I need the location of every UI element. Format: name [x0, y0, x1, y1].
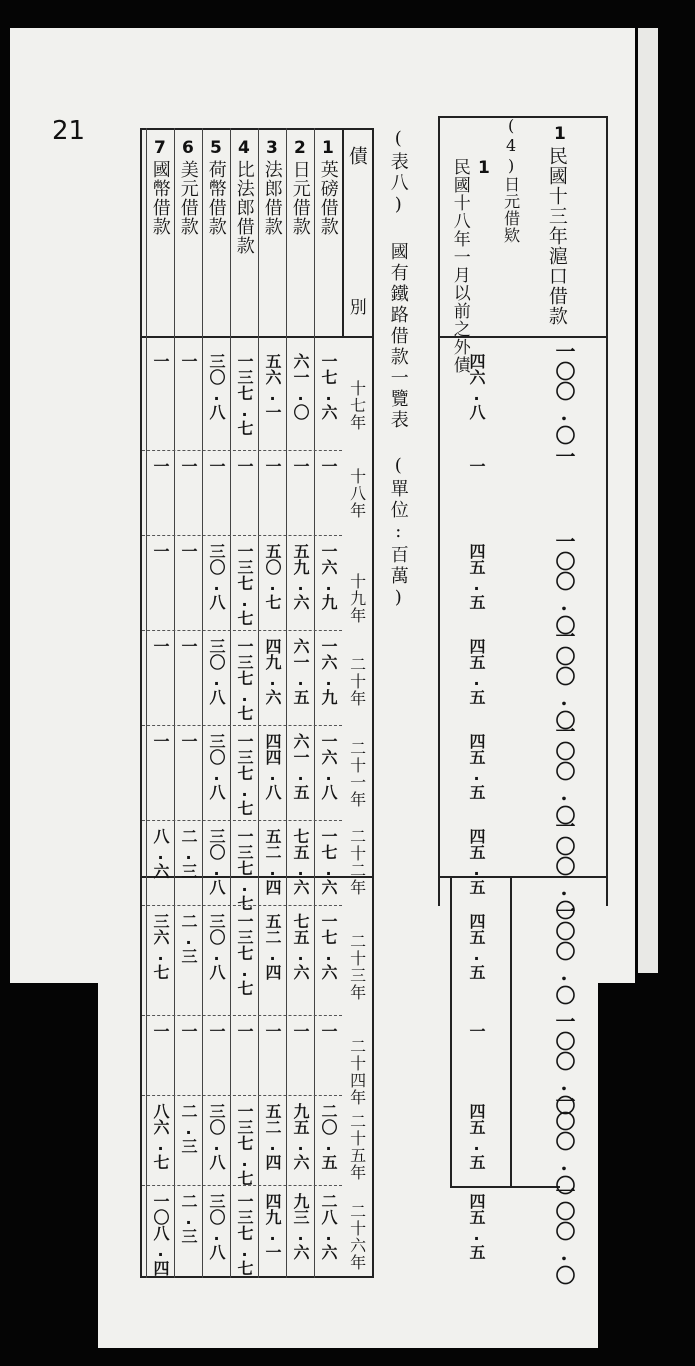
- upper-row1-cell: 一〇〇.〇: [552, 721, 576, 825]
- table-header-rule: [140, 336, 374, 338]
- table-cell: 一〇八.四: [151, 1193, 170, 1276]
- table-cell: 三〇.八: [207, 353, 226, 420]
- table-cell: 一六.九: [319, 638, 338, 705]
- table-cell: 一: [319, 458, 338, 474]
- upper-row2-cell: 四五.五: [467, 543, 486, 610]
- table-cell: 一: [263, 1023, 282, 1039]
- table-cell: 八.六: [151, 828, 170, 879]
- row-label: 荷幣借款: [205, 160, 227, 236]
- table-cell: 五六.一: [263, 353, 282, 420]
- table-cell: 四九.一: [263, 1193, 282, 1260]
- table-cell: 六一.五: [291, 638, 310, 705]
- header-label: 債: [345, 146, 368, 166]
- row-divider: [230, 128, 231, 1278]
- year-divider: [142, 905, 342, 906]
- table-cell: 七五.六: [291, 828, 310, 895]
- row-index: 7: [154, 138, 166, 158]
- table-cell: 九三.六: [291, 1193, 310, 1260]
- year-header: 二十年: [347, 656, 367, 707]
- upper-row1-label: 民國十三年滬口借款: [545, 146, 568, 326]
- row-divider: [146, 128, 147, 1278]
- table-cell: 二.三: [179, 913, 198, 964]
- table-cell: 一: [235, 458, 254, 474]
- table-cell: 五九.六: [291, 543, 310, 610]
- table-cell: 三〇.八: [207, 733, 226, 800]
- table-cell: 二〇.五: [319, 1103, 338, 1170]
- upper-table-border-left-lower: [450, 878, 452, 1188]
- row-divider: [202, 128, 203, 1278]
- upper-table-border-right: [606, 116, 608, 906]
- row-label: 日元借款: [289, 160, 311, 236]
- table-border-top: [140, 128, 374, 130]
- upper-row2-cell: 四五.五: [467, 638, 486, 705]
- year-header: 十九年: [347, 573, 367, 624]
- table-border-right: [372, 128, 374, 1278]
- year-divider: [142, 630, 342, 631]
- row-label: 英磅借款: [317, 160, 339, 236]
- table-cell: 一: [235, 1023, 254, 1039]
- table-border-left: [140, 128, 142, 1278]
- year-header: 二十二年: [347, 828, 367, 896]
- upper-row1-cell: 一: [552, 446, 576, 466]
- upper-table-border-top: [438, 116, 608, 118]
- upper-row1-cell: 一〇〇.〇: [552, 1011, 576, 1115]
- row-label: 國幣借款: [149, 160, 171, 236]
- upper-table-divider-lower: [510, 878, 512, 1188]
- table-cell: 一: [319, 1023, 338, 1039]
- upper-row2-cell: 一: [467, 458, 486, 474]
- year-divider: [142, 1095, 342, 1096]
- table-cell: 一三七.七: [235, 543, 254, 626]
- table-title: (表八) 國有鐵路借款一覽表 (單位:百萬): [387, 128, 409, 611]
- table-cell: 一: [263, 458, 282, 474]
- table-cell: 五〇.七: [263, 543, 282, 610]
- upper-row1-cell: 一〇〇.〇: [552, 531, 576, 635]
- table-cell: 八六.七: [151, 1103, 170, 1170]
- year-divider: [142, 1015, 342, 1016]
- row-index: 4: [238, 138, 250, 158]
- row-index: 6: [182, 138, 194, 158]
- table-cell: 一三七.七: [235, 913, 254, 996]
- table-cell: 五二.四: [263, 1103, 282, 1170]
- table-cell: 一六.九: [319, 543, 338, 610]
- table-cell: 一三七.七: [235, 353, 254, 436]
- table-cell: 三〇.八: [207, 638, 226, 705]
- table-cell: 六一.〇: [291, 353, 310, 420]
- row-divider: [314, 128, 315, 1278]
- table-cell: 一: [151, 353, 170, 369]
- table-cell: 一: [151, 543, 170, 559]
- table-cell: 三〇.八: [207, 1193, 226, 1260]
- upper-table-fold-rule: [438, 876, 608, 878]
- table-cell: 一: [179, 1023, 198, 1039]
- row-index: 2: [294, 138, 306, 158]
- upper-row2-cell: 四五.五: [467, 828, 486, 895]
- upper-row1-cell: 一〇〇.〇: [552, 1091, 576, 1195]
- year-header: 十七年: [347, 380, 367, 431]
- year-divider: [142, 820, 342, 821]
- upper-row1-cell: 一〇〇.〇: [552, 1181, 576, 1285]
- table-cell: 一: [207, 1023, 226, 1039]
- table-cell: 一: [179, 638, 198, 654]
- upper-table-border-left: [438, 116, 440, 906]
- table-cell: 一三七.七: [235, 1193, 254, 1276]
- table-cell: 一三七.七: [235, 828, 254, 911]
- year-divider: [142, 535, 342, 536]
- table-cell: 三〇.八: [207, 1103, 226, 1170]
- table-cell: 一: [151, 733, 170, 749]
- upper-row1-cell: 一〇〇.〇: [552, 816, 576, 920]
- year-header: 二十五年: [347, 1113, 367, 1181]
- row-divider: [258, 128, 259, 1278]
- table-cell: 二.三: [179, 828, 198, 879]
- upper-section-label: (4)日元借欵: [501, 116, 521, 244]
- table-cell: 二.三: [179, 1193, 198, 1244]
- table-cell: 一: [151, 458, 170, 474]
- header-column-rule: [342, 128, 344, 336]
- table-cell: 五二.四: [263, 828, 282, 895]
- table-cell: 一: [291, 1023, 310, 1039]
- table-cell: 四四.八: [263, 733, 282, 800]
- row-divider: [286, 128, 287, 1278]
- table-cell: 一七.六: [319, 353, 338, 420]
- table-cell: 二.三: [179, 1103, 198, 1154]
- page-number: 21: [52, 116, 86, 146]
- year-header: 二十六年: [347, 1203, 367, 1271]
- table-cell: 三六.七: [151, 913, 170, 980]
- row-index: 1: [322, 138, 334, 158]
- table-cell: 三〇.八: [207, 543, 226, 610]
- row-index: 5: [210, 138, 222, 158]
- table-cell: 一三七.七: [235, 1103, 254, 1186]
- row-index: 3: [266, 138, 278, 158]
- table-cell: 一: [151, 638, 170, 654]
- table-cell: 一: [207, 458, 226, 474]
- table-cell: 一六.八: [319, 733, 338, 800]
- year-header: 十八年: [347, 468, 367, 519]
- upper-row1-index: 1: [554, 124, 566, 144]
- row-label: 法郎借款: [261, 160, 283, 236]
- table-cell: 七五.六: [291, 913, 310, 980]
- year-header: 二十三年: [347, 933, 367, 1001]
- table-border-bottom: [140, 1276, 374, 1278]
- row-divider: [174, 128, 175, 1278]
- table-cell: 六一.五: [291, 733, 310, 800]
- upper-row2-cell: 四五.五: [467, 1193, 486, 1260]
- upper-row2-label: 民國十八年一月以前之外債: [449, 158, 470, 374]
- upper-table-border-bottom: [450, 1186, 560, 1188]
- table-cell: 一三七.七: [235, 733, 254, 816]
- upper-row1-cell: 一〇〇.〇: [552, 341, 576, 445]
- table-cell: 一: [179, 733, 198, 749]
- year-divider: [142, 725, 342, 726]
- row-label: 比法郎借款: [233, 160, 255, 255]
- table-cell: 九五.六: [291, 1103, 310, 1170]
- upper-row2-cell: 四五.五: [467, 913, 486, 980]
- table-cell: 二八.六: [319, 1193, 338, 1260]
- upper-row2-cell: 四五.五: [467, 1103, 486, 1170]
- table-cell: 一: [179, 458, 198, 474]
- upper-row1-cell: 一〇〇.〇: [552, 901, 576, 1005]
- table-cell: 四九.六: [263, 638, 282, 705]
- table-cell: 三〇.八: [207, 828, 226, 895]
- upper-row2-index: 1: [478, 158, 490, 178]
- table-cell: 三〇.八: [207, 913, 226, 980]
- table-cell: 一: [179, 353, 198, 369]
- table-cell: 一七.六: [319, 828, 338, 895]
- paper-edge: [638, 28, 658, 973]
- row-label: 美元借款: [177, 160, 199, 236]
- upper-row2-cell: 一: [467, 1023, 486, 1039]
- upper-row2-cell: 四六.八: [467, 353, 486, 420]
- table-cell: 一三七.七: [235, 638, 254, 721]
- table-cell: 一: [151, 1023, 170, 1039]
- table-cell: 五二.四: [263, 913, 282, 980]
- scanned-page: [10, 28, 658, 1348]
- table-cell: 一: [291, 458, 310, 474]
- year-divider: [142, 450, 342, 451]
- upper-row2-cell: 四五.五: [467, 733, 486, 800]
- upper-row1-cell: 一〇〇.〇: [552, 626, 576, 730]
- table-fold-rule: [140, 876, 374, 878]
- table-cell: 一: [179, 543, 198, 559]
- header-sub-label: 別: [345, 298, 366, 316]
- table-cell: 一七.六: [319, 913, 338, 980]
- year-header: 二十一年: [347, 740, 367, 808]
- year-divider: [142, 1185, 342, 1186]
- year-header: 二十四年: [347, 1038, 367, 1106]
